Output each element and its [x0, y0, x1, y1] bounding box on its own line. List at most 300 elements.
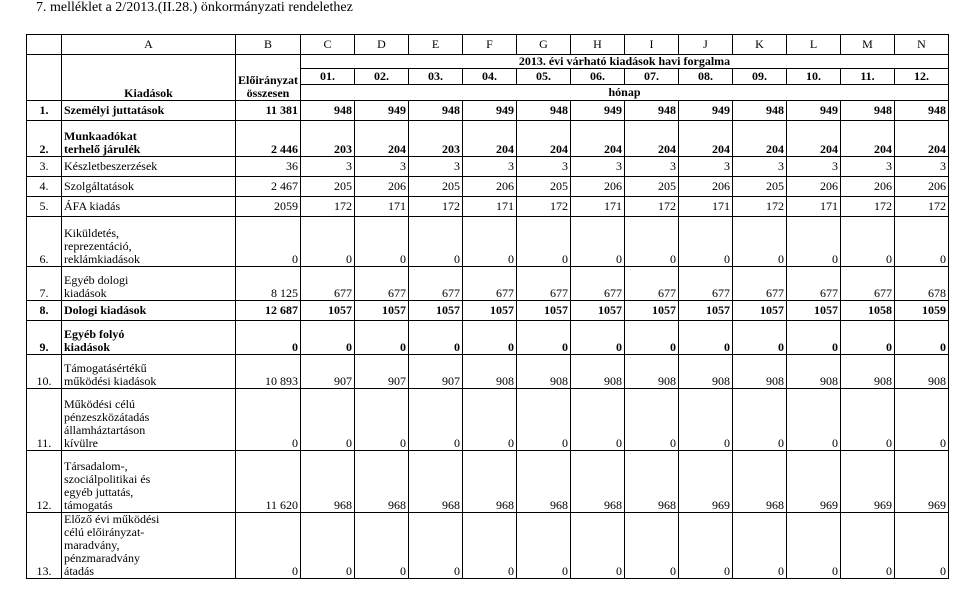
month-value	[787, 301, 841, 321]
column-letter	[787, 35, 841, 55]
row-label-line: pénzeszközátadás	[64, 410, 150, 424]
month-value	[679, 177, 733, 197]
month-value	[679, 389, 733, 451]
month-value	[895, 389, 949, 451]
month-value-text: 205	[766, 179, 784, 193]
month-value-text: 968	[496, 498, 514, 512]
month-value-text: 0	[832, 252, 838, 266]
month-value	[409, 121, 463, 157]
month-value-text: 677	[550, 286, 568, 300]
month-value	[895, 355, 949, 389]
month-value-text: 1057	[328, 303, 352, 317]
month-value	[895, 157, 949, 177]
month-value-text: 205	[442, 179, 460, 193]
row-total-value: 0	[292, 436, 298, 450]
month-value	[355, 389, 409, 451]
row-total	[236, 157, 301, 177]
month-value-text: 0	[346, 340, 352, 354]
month-value-text: 969	[712, 498, 730, 512]
month-value	[895, 321, 949, 355]
month-value-text: 0	[562, 340, 568, 354]
month-value-text: 206	[928, 179, 946, 193]
month-value-text: 3	[400, 159, 406, 173]
month-value	[787, 217, 841, 267]
month-value-text: 0	[508, 564, 514, 578]
row-total-value: 2 446	[271, 142, 298, 156]
month-value	[355, 121, 409, 157]
month-value-text: 0	[778, 252, 784, 266]
row-total	[236, 101, 301, 121]
month-value	[895, 267, 949, 301]
month-value-text: 968	[334, 498, 352, 512]
month-value	[517, 355, 571, 389]
month-value-text: 908	[550, 374, 568, 388]
month-value	[301, 177, 355, 197]
month-value	[517, 177, 571, 197]
month-value	[787, 101, 841, 121]
month-value	[463, 101, 517, 121]
month-value-text: 206	[604, 179, 622, 193]
month-value-text: 908	[712, 374, 730, 388]
month-value	[679, 267, 733, 301]
row-label-line: működési kiadások	[64, 374, 157, 388]
month-value	[517, 121, 571, 157]
month-value-text: 172	[658, 199, 676, 213]
month-value-text: 1057	[382, 303, 406, 317]
month-value-text: 0	[562, 564, 568, 578]
row-label-line: Készletbeszerzések	[64, 159, 158, 173]
month-value	[841, 177, 895, 197]
month-header	[679, 69, 733, 85]
column-letter	[355, 35, 409, 55]
month-value	[463, 513, 517, 579]
month-value	[841, 197, 895, 217]
row-label-line: reklámkiadások	[64, 252, 140, 266]
month-value-text: 204	[550, 142, 568, 156]
row-number-text: 1.	[39, 103, 49, 117]
month-value	[571, 451, 625, 513]
month-value-text: 0	[400, 340, 406, 354]
month-value	[463, 217, 517, 267]
month-value-text: 0	[454, 252, 460, 266]
month-value	[517, 389, 571, 451]
row-number	[27, 301, 62, 321]
month-value-text: 0	[832, 564, 838, 578]
month-value	[355, 177, 409, 197]
column-letter	[301, 35, 355, 55]
month-value-text: 0	[508, 340, 514, 354]
column-letter-text: A	[144, 37, 153, 51]
month-label: 06.	[590, 69, 605, 83]
month-value-text: 172	[874, 199, 892, 213]
month-value	[625, 267, 679, 301]
column-letter-text: D	[377, 37, 386, 51]
column-letter	[236, 35, 301, 55]
month-value	[571, 217, 625, 267]
month-value-text: 949	[604, 103, 622, 117]
month-value	[679, 355, 733, 389]
row-number	[27, 197, 62, 217]
month-value	[571, 121, 625, 157]
row-number-text: 6.	[39, 252, 49, 266]
month-value-text: 0	[940, 564, 946, 578]
month-value-text: 206	[712, 179, 730, 193]
row-number	[27, 157, 62, 177]
month-value	[733, 301, 787, 321]
month-value	[571, 389, 625, 451]
month-value	[301, 355, 355, 389]
month-value-text: 0	[346, 436, 352, 450]
row-label-line: Támogatásértékű	[64, 361, 147, 375]
column-letter-text: L	[809, 37, 818, 51]
month-value-text: 948	[658, 103, 676, 117]
row-total-value: 0	[292, 252, 298, 266]
month-value	[355, 355, 409, 389]
month-value-text: 206	[874, 179, 892, 193]
row-total	[236, 513, 301, 579]
month-value-text: 948	[874, 103, 892, 117]
header-no-cell	[27, 55, 62, 101]
column-letter	[895, 35, 949, 55]
month-value-text: 3	[508, 159, 514, 173]
month-value-text: 1057	[490, 303, 514, 317]
month-value	[841, 301, 895, 321]
month-value	[895, 513, 949, 579]
row-total-value: 2059	[274, 199, 298, 213]
month-value	[625, 321, 679, 355]
month-value-text: 1057	[706, 303, 730, 317]
month-value	[733, 355, 787, 389]
honap-cell	[301, 85, 949, 101]
month-value	[625, 101, 679, 121]
row-label	[62, 157, 236, 177]
month-value	[463, 301, 517, 321]
month-value	[463, 321, 517, 355]
month-value	[301, 197, 355, 217]
month-value-text: 908	[766, 374, 784, 388]
row-total-value: 0	[292, 340, 298, 354]
month-value-text: 949	[388, 103, 406, 117]
month-value-text: 0	[670, 564, 676, 578]
month-value-text: 204	[874, 142, 892, 156]
kiadasok-label: Kiadások	[124, 86, 173, 100]
column-letter-text: G	[539, 37, 548, 51]
row-total	[236, 301, 301, 321]
month-header	[517, 69, 571, 85]
table-row	[27, 451, 949, 513]
month-label: 03.	[428, 69, 443, 83]
month-value	[517, 451, 571, 513]
month-value	[679, 301, 733, 321]
column-letter	[62, 35, 236, 55]
month-value-text: 171	[712, 199, 730, 213]
month-value-text: 1057	[814, 303, 838, 317]
month-value	[355, 157, 409, 177]
month-value	[625, 157, 679, 177]
table-row	[27, 177, 949, 197]
month-value-text: 205	[334, 179, 352, 193]
month-value-text: 3	[886, 159, 892, 173]
month-value-text: 0	[886, 252, 892, 266]
column-letter	[517, 35, 571, 55]
row-label-line: ÁFA kiadás	[64, 199, 121, 213]
table-row	[27, 157, 949, 177]
month-label: 12.	[914, 69, 929, 83]
table-body	[27, 35, 949, 579]
month-value	[301, 451, 355, 513]
month-value-text: 968	[388, 498, 406, 512]
row-label-line: szociálpolitikai és	[64, 472, 151, 486]
month-value-text: 0	[670, 252, 676, 266]
month-value-text: 0	[940, 436, 946, 450]
month-value	[301, 267, 355, 301]
row-number	[27, 101, 62, 121]
row-label-line: Szolgáltatások	[64, 179, 134, 193]
row-number	[27, 267, 62, 301]
row-label	[62, 513, 236, 579]
month-value	[301, 217, 355, 267]
row-label-line: átadás	[64, 564, 94, 578]
month-value	[733, 121, 787, 157]
month-value-text: 0	[778, 564, 784, 578]
month-value-text: 0	[886, 340, 892, 354]
month-value	[733, 197, 787, 217]
month-value-text: 204	[712, 142, 730, 156]
month-value	[733, 513, 787, 579]
month-value	[571, 177, 625, 197]
month-value-text: 968	[658, 498, 676, 512]
column-letter	[733, 35, 787, 55]
column-letter-text: H	[593, 37, 602, 51]
table-row	[27, 321, 949, 355]
month-value-text: 3	[724, 159, 730, 173]
month-value-text: 3	[670, 159, 676, 173]
month-value-text: 0	[562, 436, 568, 450]
table-row	[27, 121, 949, 157]
table-row	[27, 101, 949, 121]
month-value-text: 677	[658, 286, 676, 300]
month-value	[625, 217, 679, 267]
month-header	[733, 69, 787, 85]
row-number-text: 12.	[36, 498, 52, 512]
month-value	[733, 177, 787, 197]
month-value-text: 969	[928, 498, 946, 512]
month-label: 08.	[698, 69, 713, 83]
month-value-text: 948	[442, 103, 460, 117]
month-value	[409, 389, 463, 451]
month-value	[841, 451, 895, 513]
month-header	[409, 69, 463, 85]
page-title: 7. melléklet a 2/2013.(II.28.) önkormányzati rendelethez	[36, 0, 353, 15]
month-value	[733, 451, 787, 513]
month-value	[517, 267, 571, 301]
column-letter-text: I	[649, 37, 654, 51]
month-value	[571, 513, 625, 579]
row-number-text: 3.	[39, 159, 49, 173]
row-total-value: 11 620	[265, 498, 298, 512]
row-number-text: 13.	[36, 564, 52, 578]
row-number	[27, 355, 62, 389]
month-value	[841, 321, 895, 355]
month-value-text: 968	[604, 498, 622, 512]
month-value-text: 0	[832, 436, 838, 450]
month-value	[409, 267, 463, 301]
month-value-text: 3	[562, 159, 568, 173]
month-value-text: 969	[820, 498, 838, 512]
row-total-value: 2 467	[271, 179, 298, 193]
row-label-line: kívülre	[64, 436, 98, 450]
month-value	[625, 355, 679, 389]
month-value-text: 0	[724, 340, 730, 354]
column-letter	[571, 35, 625, 55]
row-label-line: Előző évi működési	[64, 512, 160, 526]
row-label-line: kiadások	[64, 286, 107, 300]
month-value-text: 948	[550, 103, 568, 117]
month-value-text: 907	[388, 374, 406, 388]
letter-row	[27, 35, 949, 55]
column-letter-text: M	[862, 37, 873, 51]
kiadasok-header	[62, 55, 236, 101]
month-value-text: 0	[778, 436, 784, 450]
row-label	[62, 451, 236, 513]
row-number	[27, 389, 62, 451]
month-value	[679, 513, 733, 579]
month-value	[463, 177, 517, 197]
month-value-text: 0	[508, 436, 514, 450]
column-letter	[679, 35, 733, 55]
month-value	[787, 121, 841, 157]
month-value	[409, 101, 463, 121]
row-label	[62, 197, 236, 217]
month-value	[355, 301, 409, 321]
month-value	[301, 321, 355, 355]
row-number-text: 8.	[39, 303, 49, 317]
column-letter	[409, 35, 463, 55]
month-value-text: 0	[346, 564, 352, 578]
month-value-text: 908	[874, 374, 892, 388]
month-value-text: 0	[886, 436, 892, 450]
month-value	[841, 267, 895, 301]
column-letter-text: C	[323, 37, 332, 51]
row-number-text: 2.	[39, 142, 49, 156]
month-value-text: 0	[940, 252, 946, 266]
letter-empty	[27, 35, 62, 55]
month-value	[841, 121, 895, 157]
month-value-text: 171	[820, 199, 838, 213]
month-value-text: 678	[928, 286, 946, 300]
row-total-value: 10 893	[265, 374, 298, 388]
month-value	[787, 355, 841, 389]
month-value	[895, 451, 949, 513]
month-value-text: 0	[616, 436, 622, 450]
row-label-line: egyéb juttatás,	[64, 485, 134, 499]
month-value-text: 172	[928, 199, 946, 213]
column-letter-text: E	[431, 37, 440, 51]
row-total-value: 12 687	[265, 303, 298, 317]
month-value-text: 3	[346, 159, 352, 173]
month-value	[787, 267, 841, 301]
group-title-cell	[301, 55, 949, 69]
month-label: 07.	[644, 69, 659, 83]
table-row	[27, 301, 949, 321]
month-value	[409, 197, 463, 217]
month-header	[571, 69, 625, 85]
month-value	[355, 513, 409, 579]
month-value-text: 949	[496, 103, 514, 117]
month-label: 10.	[806, 69, 821, 83]
forecast-table	[26, 34, 949, 579]
month-value	[571, 321, 625, 355]
month-value-text: 908	[604, 374, 622, 388]
month-value-text: 1057	[544, 303, 568, 317]
month-value-text: 968	[442, 498, 460, 512]
table-row	[27, 217, 949, 267]
month-value-text: 0	[508, 252, 514, 266]
month-value-text: 908	[928, 374, 946, 388]
row-label	[62, 355, 236, 389]
month-value	[463, 267, 517, 301]
month-value	[787, 157, 841, 177]
month-value	[517, 513, 571, 579]
month-label: 05.	[536, 69, 551, 83]
row-total-value: 0	[292, 564, 298, 578]
month-header	[841, 69, 895, 85]
column-letter	[625, 35, 679, 55]
month-value-text: 677	[442, 286, 460, 300]
month-value	[625, 451, 679, 513]
row-number	[27, 321, 62, 355]
eloiranyzat-line2: összesen	[246, 86, 290, 100]
month-value	[679, 197, 733, 217]
month-value-text: 677	[712, 286, 730, 300]
month-value-text: 0	[400, 436, 406, 450]
column-letter-text: J	[703, 37, 708, 51]
month-value	[679, 157, 733, 177]
month-value	[679, 101, 733, 121]
row-label-line: Egyéb folyó	[64, 327, 125, 341]
month-value-text: 0	[724, 436, 730, 450]
month-value-text: 677	[604, 286, 622, 300]
month-value	[355, 101, 409, 121]
month-value	[517, 217, 571, 267]
month-value-text: 0	[616, 564, 622, 578]
column-letter	[463, 35, 517, 55]
month-value-text: 0	[454, 564, 460, 578]
header-row	[27, 55, 949, 69]
row-label-line: Kiküldetés,	[64, 226, 119, 240]
month-value	[733, 101, 787, 121]
row-total	[236, 177, 301, 197]
month-value	[571, 267, 625, 301]
month-value-text: 677	[334, 286, 352, 300]
month-header	[355, 69, 409, 85]
row-label-line: pénzmaradvány	[64, 551, 140, 565]
row-label-line: Személyi juttatások	[64, 103, 165, 117]
row-label	[62, 389, 236, 451]
eloiranyzat-header	[236, 55, 301, 101]
month-value	[625, 389, 679, 451]
month-value	[571, 301, 625, 321]
month-value	[841, 157, 895, 177]
column-letter-text: B	[263, 37, 272, 51]
month-value	[301, 301, 355, 321]
month-value	[355, 321, 409, 355]
month-value-text: 0	[616, 252, 622, 266]
row-label-line: Egyéb dologi	[64, 273, 129, 287]
month-value	[895, 217, 949, 267]
month-value	[409, 355, 463, 389]
month-value	[787, 389, 841, 451]
